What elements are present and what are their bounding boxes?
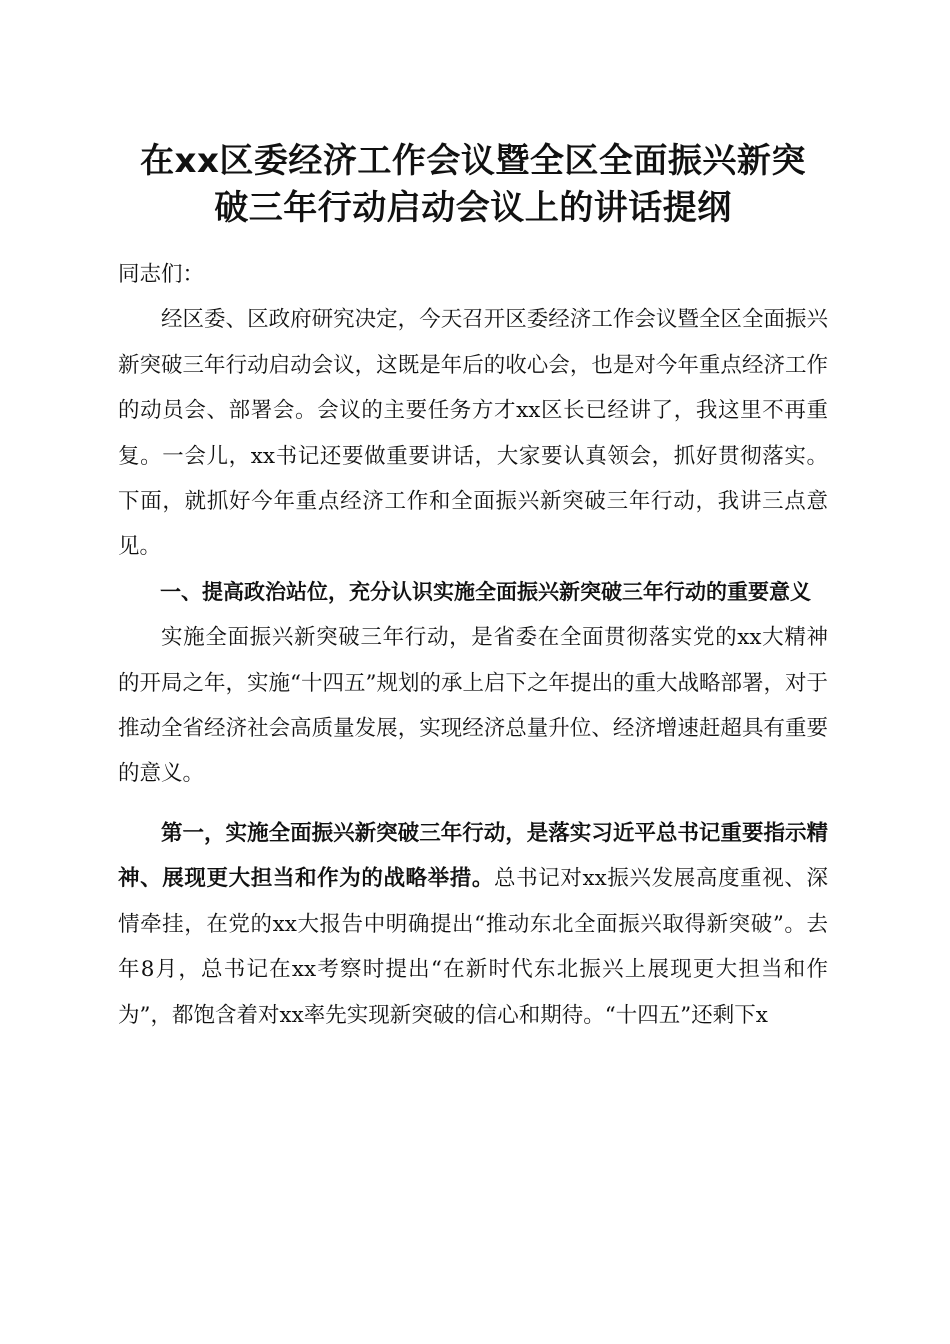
title-line-2: 破三年行动启动会议上的讲话提纲	[214, 188, 732, 228]
salutation: 同志们：	[118, 262, 205, 287]
document-page	[118, 0, 828, 1344]
section-heading-1: 一、提高政治站位，充分认识实施全面振兴新突破三年行动的重要意义	[160, 579, 811, 604]
paragraph-intro: 经区委、区政府研究决定，今天召开区委经济工作会议暨全区全面振兴新突破三年行动启动会议，这既是年后的收心会，也是对今年重点经济工作的动员会、部署会。会议的主要任务方才xx区长已经讲了，我这里不再重复。一会儿，xx书记还要做重要讲话，大家要认真领会，抓好贯彻落实。下面，就抓好今年重点经济工作和全面振兴新突破三年行动，我讲三点意见。	[118, 307, 828, 560]
title-line-1: 在xx区委经济工作会议暨全区全面振兴新突	[140, 141, 806, 181]
document-title	[118, 138, 828, 232]
first-point-lead: 第一，实施全面振兴新突破三年行动，是落实习近平总书记重要指示精神、展现更大担当和作为的战略举措。	[118, 820, 828, 892]
first-point-text: 总书记对xx振兴发展高度重视、深情牵挂，在党的xx大报告中明确提出“推动东北全面振兴取得新突破”。去年8月，总书记在xx考察时提出“在新时代东北振兴上展现更大担当和作为”，都饱含着对xx率先实现新突破的信心和期待。“十四五”还剩下x	[118, 866, 828, 1028]
paragraph-first-point	[118, 811, 828, 1038]
paragraph-significance: 实施全面振兴新突破三年行动，是省委在全面贯彻落实党的xx大精神的开局之年，实施“十四五”规划的承上启下之年提出的重大战略部署，对于推动全省经济社会高质量发展，实现经济总量升位、经济增速赶超具有重要的意义。	[118, 625, 828, 787]
paragraph-spacer	[118, 797, 828, 811]
document-body	[118, 252, 828, 1038]
